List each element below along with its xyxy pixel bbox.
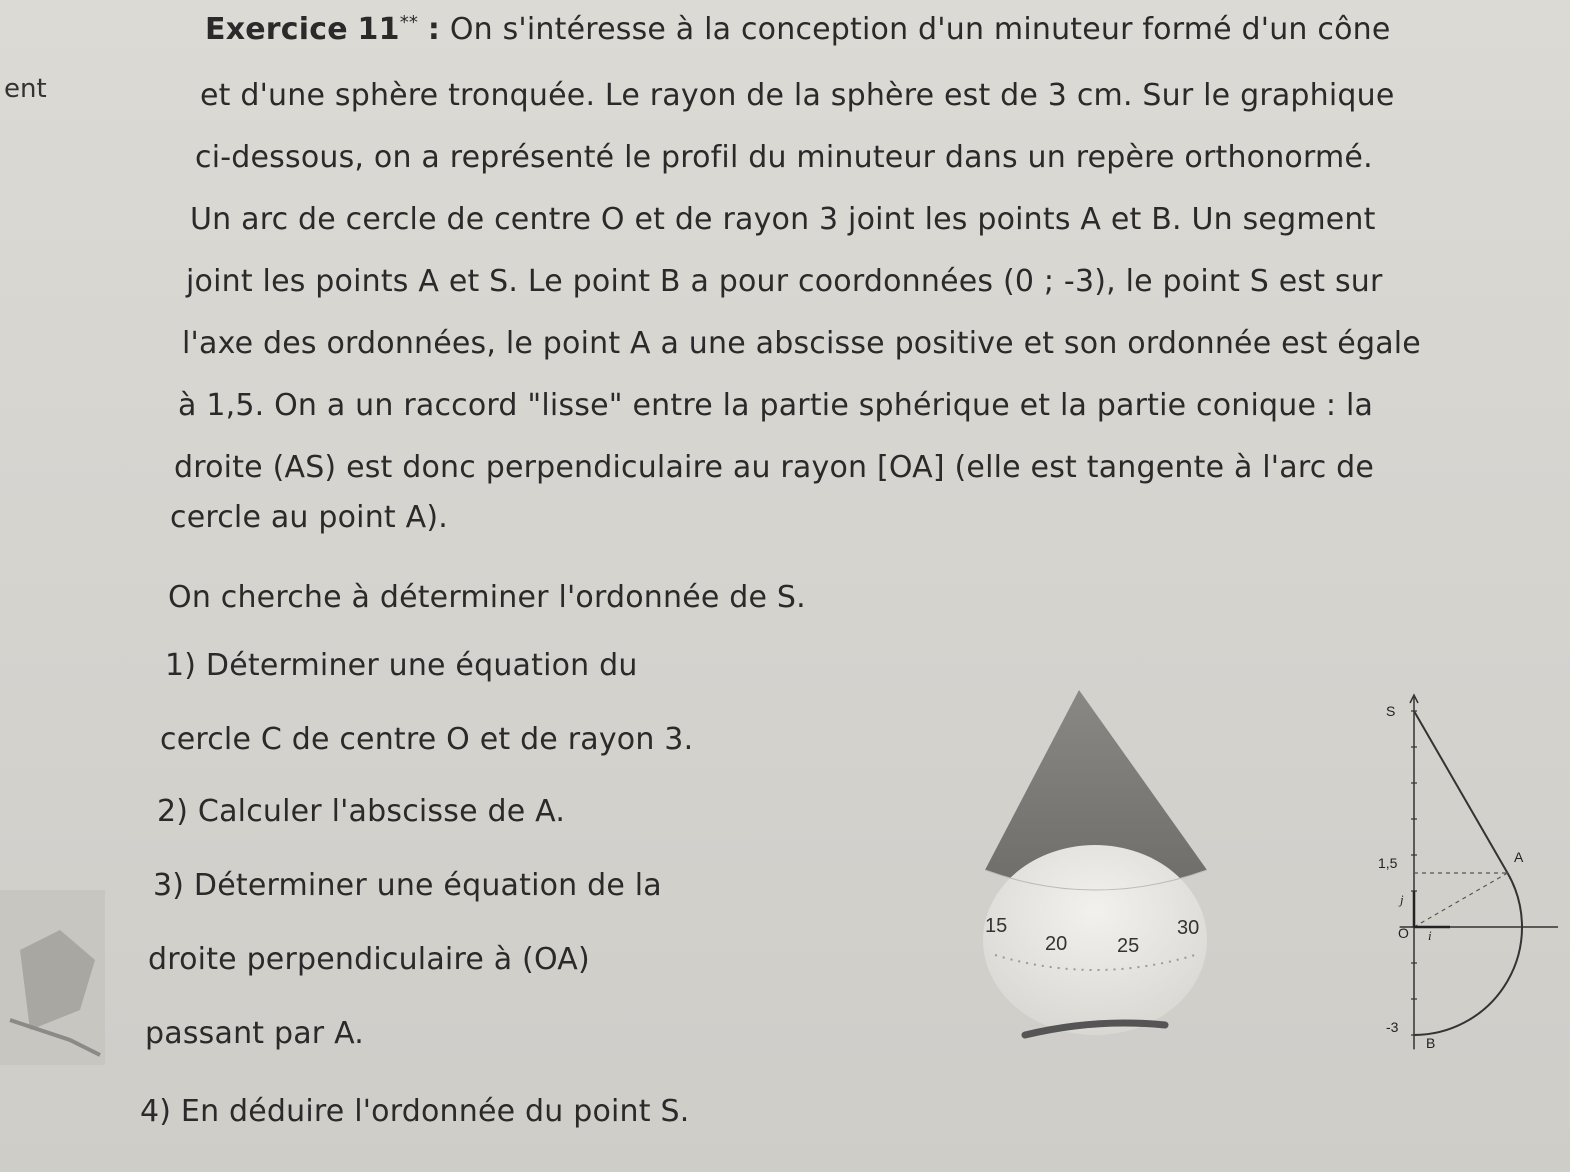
paragraph-line-7: à 1,5. On a un raccord "lisse" entre la partie sphérique et la partie conique : la xyxy=(178,388,1374,423)
label-B: B xyxy=(1426,1035,1436,1051)
paragraph-line-4: Un arc de cercle de centre O et de rayon 3 joint les points A et B. Un segment xyxy=(190,202,1376,237)
question-1-line-1: 1) Déterminer une équation du xyxy=(165,648,638,683)
timer-dial-20: 20 xyxy=(1045,933,1068,955)
paragraph-line-5: joint les points A et S. Le point B a pour coordonnées (0 ; -3), le point S est sur xyxy=(186,264,1383,299)
question-4: 4) En déduire l'ordonnée du point S. xyxy=(140,1094,690,1129)
label-j: j xyxy=(1400,892,1404,907)
profile-diagram xyxy=(1360,672,1560,1072)
paragraph-line-3: ci-dessous, on a représenté le profil du minuteur dans un repère orthonormé. xyxy=(195,140,1373,175)
question-3-line-1: 3) Déterminer une équation de la xyxy=(153,868,662,903)
question-1-line-2: cercle C de centre O et de rayon 3. xyxy=(160,722,694,757)
paragraph-line-6: l'axe des ordonnées, le point A a une abscisse positive et son ordonnée est égale xyxy=(182,326,1421,361)
exercise-number: 11 xyxy=(357,12,400,47)
segment-SA xyxy=(1414,711,1508,873)
label-O: O xyxy=(1398,925,1409,941)
paragraph-line-2: et d'une sphère tronquée. Le rayon de la sphère est de 3 cm. Sur le graphique xyxy=(200,78,1395,113)
question-3-line-3: passant par A. xyxy=(145,1016,365,1051)
question-2: 2) Calculer l'abscisse de A. xyxy=(157,794,566,829)
margin-thumbnail xyxy=(0,890,110,1070)
diagram-group xyxy=(1400,695,1558,1049)
timer-dial-30: 30 xyxy=(1177,917,1200,939)
arc-AB xyxy=(1414,873,1522,1035)
label-i: i xyxy=(1428,928,1432,943)
timer-sphere xyxy=(983,845,1207,1035)
tick-label-1-5: 1,5 xyxy=(1378,855,1398,871)
exercise-stars: ** xyxy=(399,12,419,33)
left-edge-fragment: ent xyxy=(4,74,47,104)
timer-illustration xyxy=(975,680,1235,1060)
timer-dial-15: 15 xyxy=(985,915,1008,937)
tick-label-minus-3: -3 xyxy=(1386,1019,1399,1035)
paragraph-line-8: droite (AS) est donc perpendiculaire au rayon [OA] (elle est tangente à l'arc de xyxy=(174,450,1375,485)
timer-dial-25: 25 xyxy=(1117,935,1140,957)
exercise-label: Exercice xyxy=(205,12,348,47)
paragraph-line-9: cercle au point A). xyxy=(170,500,448,535)
paragraph-line-1: On s'intéresse à la conception d'un minuteur formé d'un cône xyxy=(449,12,1391,47)
exercise-title xyxy=(205,12,1391,47)
goal-sentence: On cherche à déterminer l'ordonnée de S. xyxy=(168,580,806,615)
label-S: S xyxy=(1386,703,1396,719)
exercise-separator: : xyxy=(427,12,441,47)
label-A: A xyxy=(1514,849,1524,865)
question-3-line-2: droite perpendiculaire à (OA) xyxy=(148,942,590,977)
segment-OA xyxy=(1414,873,1508,927)
